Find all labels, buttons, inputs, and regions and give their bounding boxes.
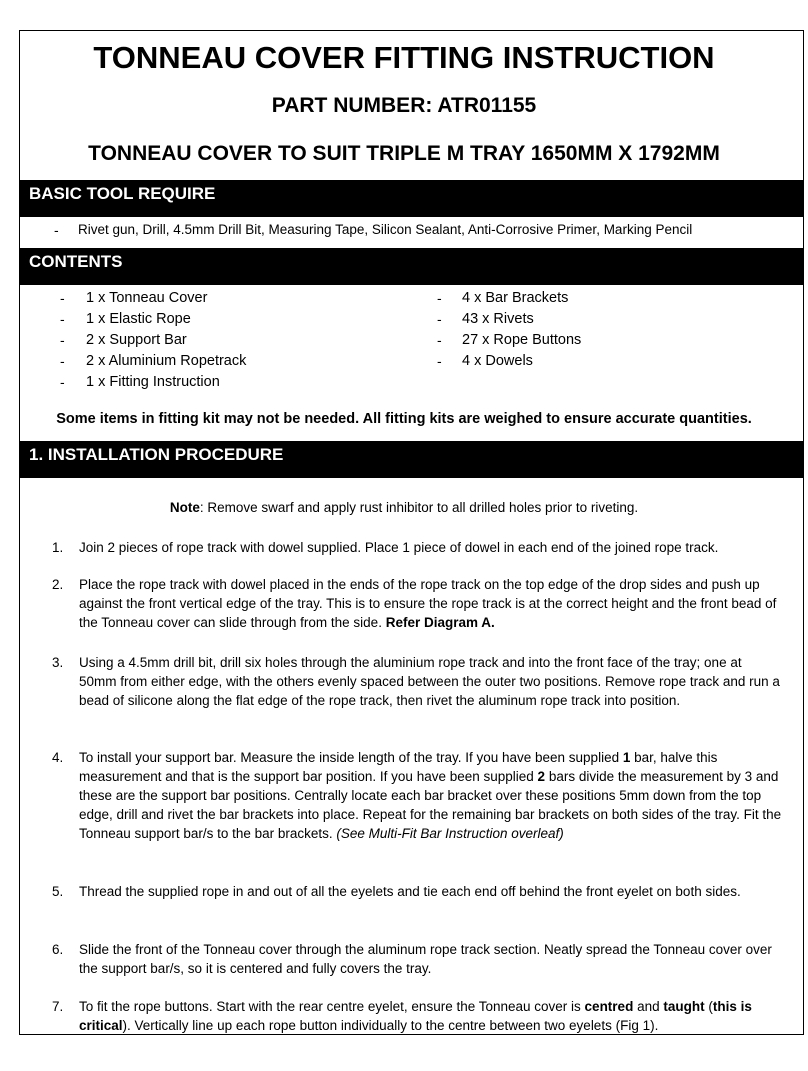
- note-label: Note: [169, 500, 200, 515]
- step-text-bold: Refer Diagram A.: [385, 615, 495, 630]
- kit-warning: Some items in fitting kit may not be needed. All fitting kits are weighed to ensure accurate quantities.: [56, 411, 752, 427]
- step-number: 6.: [52, 942, 64, 957]
- step-7: [52, 997, 782, 1035]
- step-text: [79, 748, 782, 843]
- step-text: [79, 997, 782, 1035]
- step-1: [52, 538, 782, 557]
- step-text-part: bar, halve this measurement and that is the support bar position. If you have been supplied: [79, 750, 718, 784]
- step-text-part: To install your support bar. Measure the inside length of the tray. If you have been supplied: [79, 750, 623, 765]
- step-number: 4.: [52, 750, 64, 765]
- step-text-italic: (See Multi-Fit Bar Instruction overleaf): [336, 826, 564, 841]
- step-text-bold: 1: [622, 750, 631, 765]
- step-text-part: and: [633, 999, 664, 1014]
- step-text-bold: centred: [584, 999, 634, 1014]
- step-text-part: bars divide the measurement by 3 and these are the support bar positions. Centrally locate each bar bracket over these positions 5mm down from the top edge, drill and rivet the bar brackets into place. Repeat for the remaining bar brackets on both sides of the tray. Fit the Tonneau support bar/s to the bar brackets.: [79, 769, 782, 841]
- list-item: 43 x Rivets: [462, 311, 534, 327]
- step-text: Using a 4.5mm drill bit, drill six holes through the aluminium rope track and into the front face of the tray; one at 50mm from either edge, with the others evenly spaced between the outer two positions. Remove rope track and run a bead of silicone along the flat edge of the rope track, then rivet the aluminum rope track into position.: [79, 655, 780, 708]
- step-number: 5.: [52, 884, 64, 899]
- list-item: 1 x Elastic Rope: [86, 311, 191, 327]
- tools-list: Rivet gun, Drill, 4.5mm Drill Bit, Measuring Tape, Silicon Sealant, Anti-Corrosive Primer, Marking Pencil: [78, 222, 693, 237]
- step-number: 3.: [52, 655, 64, 670]
- list-item: 4 x Bar Brackets: [462, 290, 569, 306]
- step-3: [52, 653, 782, 710]
- step-text-part: To fit the rope buttons. Start with the rear centre eyelet, ensure the Tonneau cover is: [79, 999, 585, 1014]
- list-dash: -: [60, 374, 65, 390]
- tools-dash: -: [54, 222, 59, 238]
- list-item: 2 x Support Bar: [86, 332, 187, 348]
- list-dash: -: [60, 311, 65, 327]
- list-item: 1 x Tonneau Cover: [86, 290, 208, 306]
- list-item: 27 x Rope Buttons: [462, 332, 582, 348]
- step-text-bold: 2: [537, 769, 546, 784]
- step-number: 1.: [52, 540, 64, 555]
- list-dash: -: [60, 290, 65, 306]
- step-text-part: ). Vertically line up each rope button individually to the centre between two eyelets (Fig 1).: [122, 1018, 659, 1033]
- installation-note: [0, 500, 808, 515]
- note-text: : Remove swarf and apply rust inhibitor to all drilled holes prior to riveting.: [199, 500, 639, 515]
- step-6: [52, 940, 782, 978]
- step-number: 7.: [52, 999, 64, 1014]
- list-dash: -: [60, 353, 65, 369]
- step-text: Slide the front of the Tonneau cover through the aluminum rope track section. Neatly spread the Tonneau cover over the support bar/s, so it is centered and fully covers the tray.: [79, 942, 772, 976]
- step-number: 2.: [52, 577, 64, 592]
- step-text-bold: taught: [663, 999, 705, 1014]
- list-item: 2 x Aluminium Ropetrack: [86, 353, 247, 369]
- list-dash: -: [437, 311, 442, 327]
- list-dash: -: [60, 332, 65, 348]
- step-2: [52, 575, 782, 632]
- installation-heading: 1. INSTALLATION PROCEDURE: [19, 441, 804, 478]
- list-item: 1 x Fitting Instruction: [86, 374, 220, 390]
- contents-heading: CONTENTS: [19, 248, 804, 285]
- part-number: PART NUMBER: ATR01155: [271, 94, 537, 117]
- step-text-part: Place the rope track with dowel placed in the ends of the rope track on the top edge of the drop sides and push up against the front vertical edge of the tray. This is to ensure the rope track is at the correct height and the front bead of the Tonneau cover can slide through from the side.: [79, 577, 777, 630]
- document-title: TONNEAU COVER FITTING INSTRUCTION: [93, 40, 715, 75]
- step-text-bold: this is critical: [79, 999, 752, 1033]
- step-text: Thread the supplied rope in and out of all the eyelets and tie each end off behind the front eyelet on both sides.: [79, 884, 741, 899]
- step-4: [52, 748, 782, 843]
- step-5: [52, 882, 782, 901]
- tools-heading: BASIC TOOL REQUIRE: [19, 180, 804, 217]
- list-dash: -: [437, 290, 442, 306]
- list-dash: -: [437, 353, 442, 369]
- step-text-part: (: [704, 999, 713, 1014]
- step-text: [79, 575, 782, 632]
- document-subtitle: TONNEAU COVER TO SUIT TRIPLE M TRAY 1650MM X 1792MM: [88, 142, 720, 165]
- step-text: Join 2 pieces of rope track with dowel supplied. Place 1 piece of dowel in each end of the joined rope track.: [79, 540, 719, 555]
- list-dash: -: [437, 332, 442, 348]
- list-item: 4 x Dowels: [462, 353, 533, 369]
